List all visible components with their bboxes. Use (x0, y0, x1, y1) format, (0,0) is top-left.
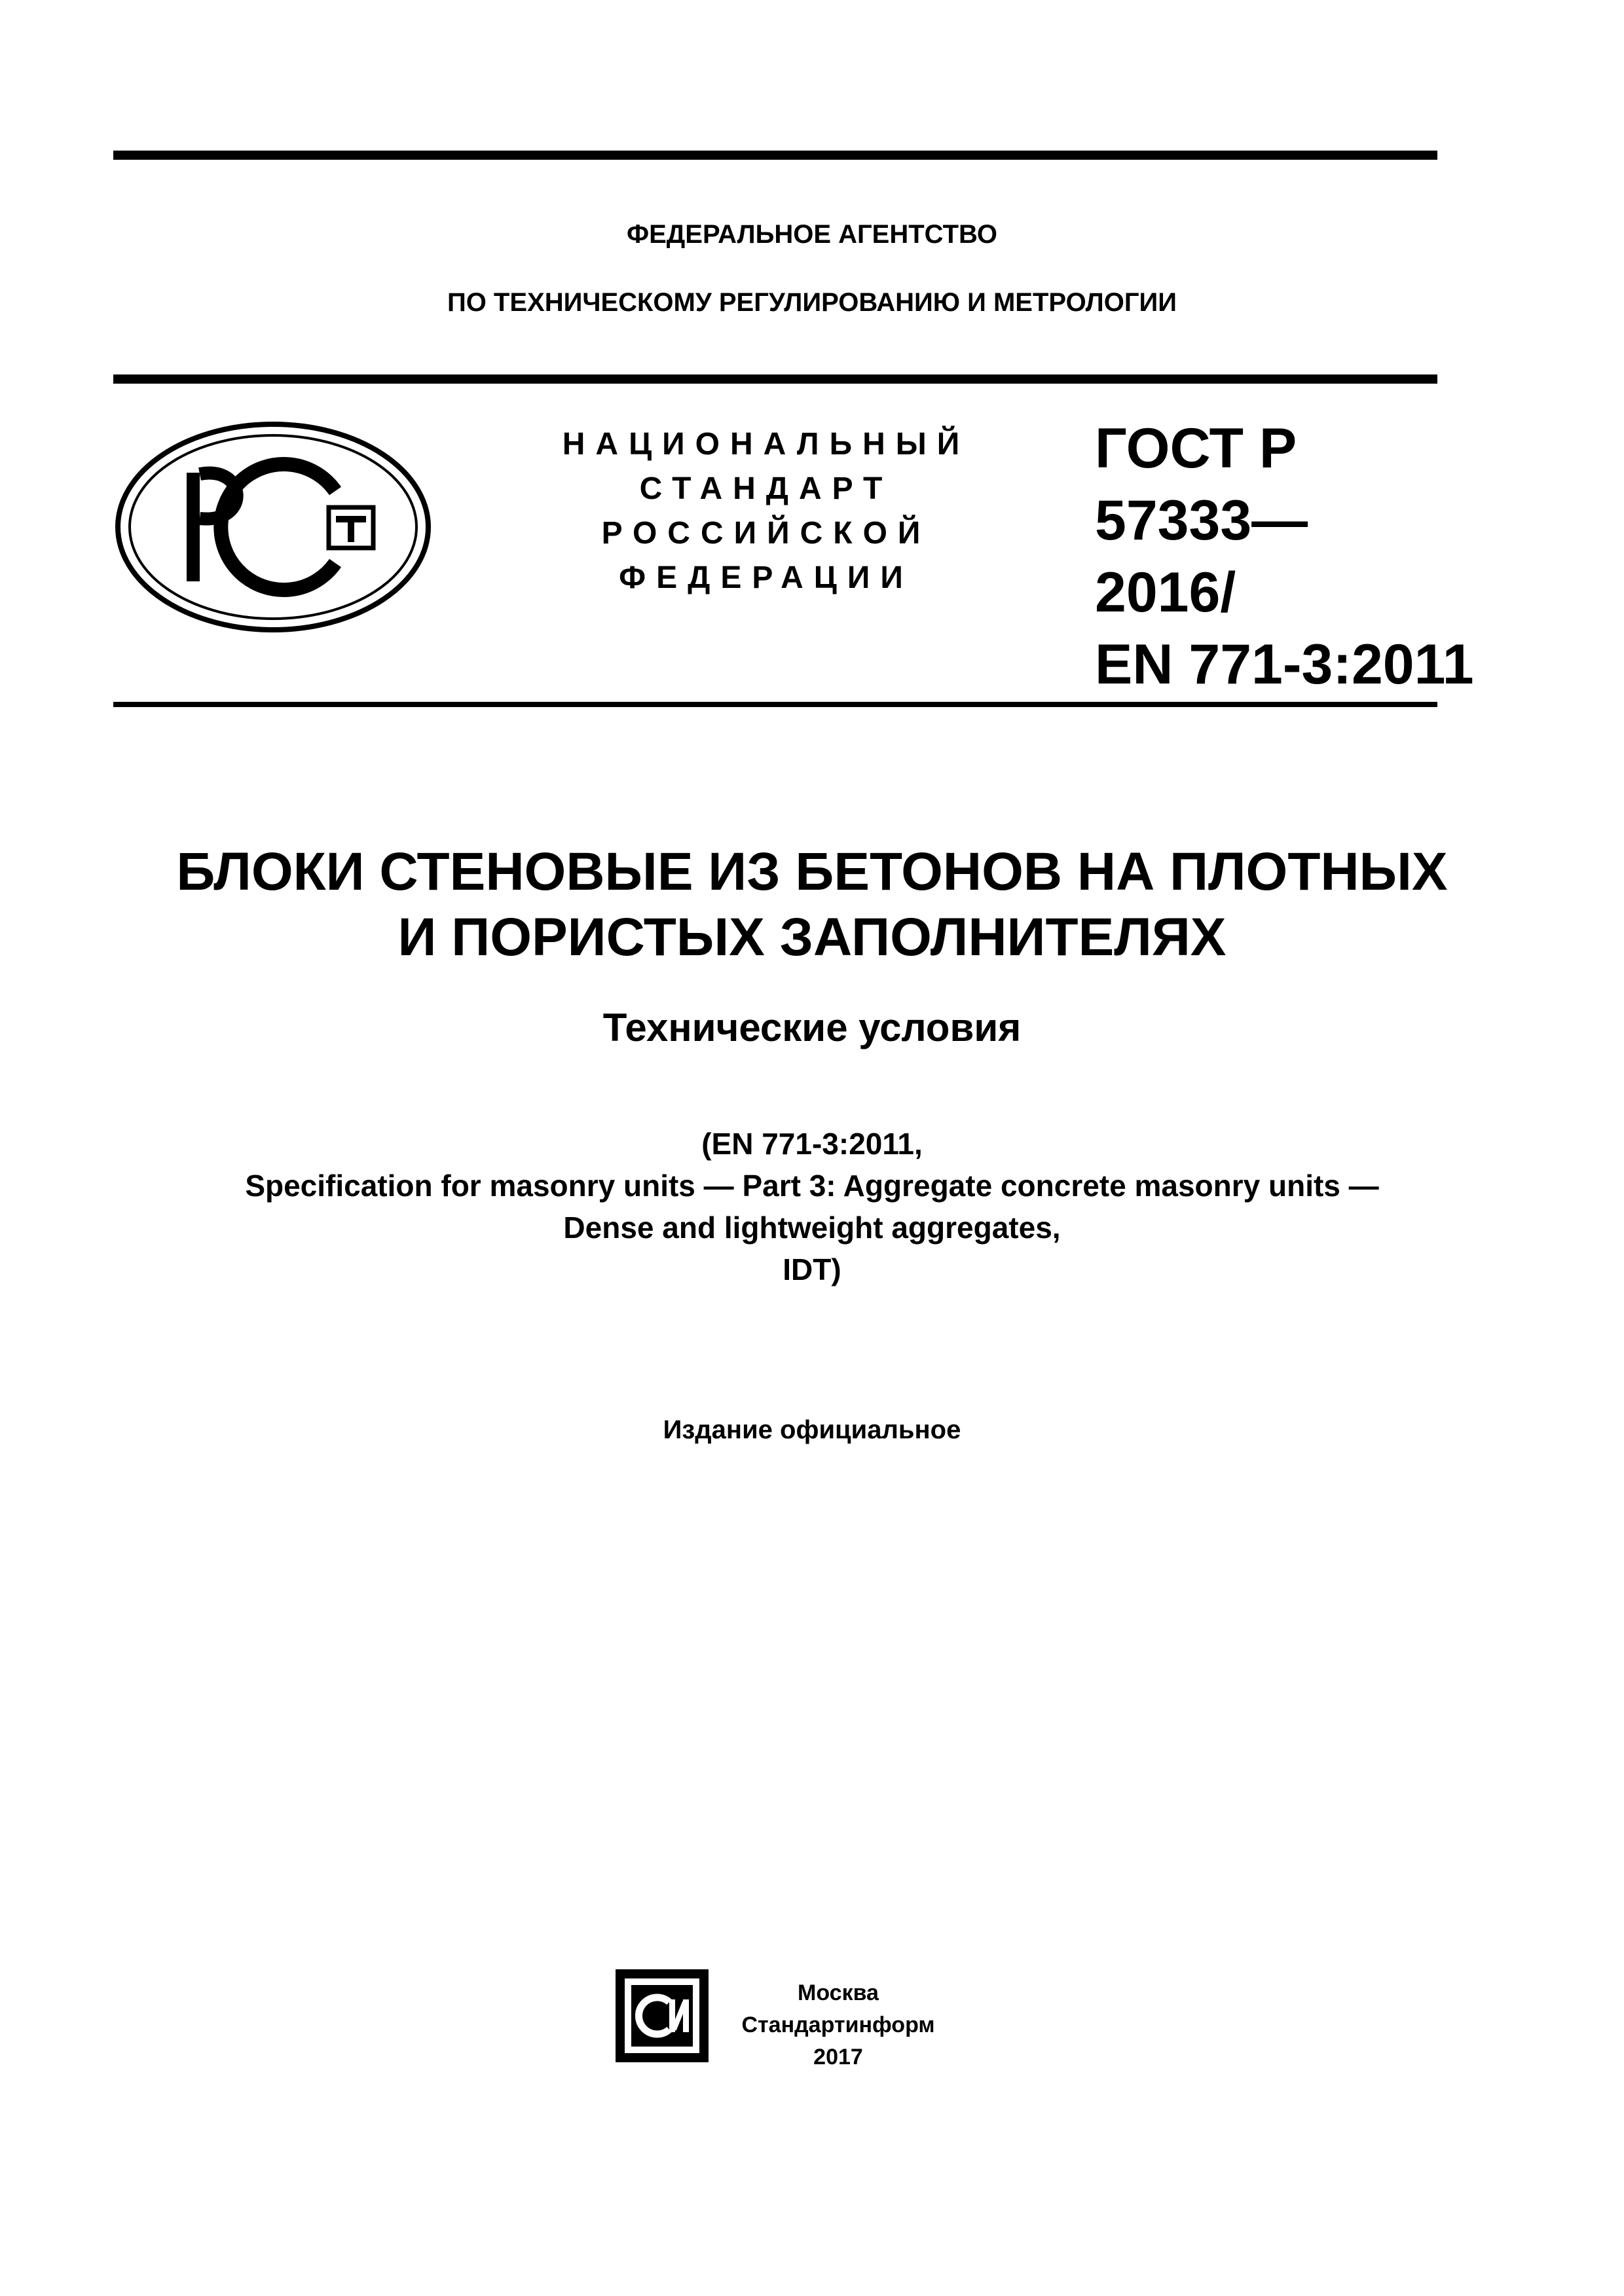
publisher-city: Москва (798, 1980, 879, 2005)
agency-name-line2: ПО ТЕХНИЧЕСКОМУ РЕГУЛИРОВАНИЮ И МЕТРОЛОГИИ (447, 288, 1177, 317)
national-standard-line1: НАЦИОНАЛЬНЫЙ (562, 427, 970, 462)
edition-label: Издание официальное (663, 1415, 961, 1444)
national-standard-heading (537, 422, 995, 600)
en-reference-line2: Specification for masonry units — Part 3: Aggregate concrete masonry units — (245, 1169, 1379, 1203)
top-rule (113, 151, 1437, 160)
document-title (0, 839, 1624, 970)
national-standard-line2: СТАНДАРТ (639, 471, 893, 506)
en-reference-line3: Dense and lightweight aggregates, (563, 1211, 1061, 1245)
standard-designation (1095, 412, 1474, 701)
agency-name-line1: ФЕДЕРАЛЬНОЕ АГЕНТСТВО (626, 220, 998, 249)
title-line1: БЛОКИ СТЕНОВЫЕ ИЗ БЕТОНОВ НА ПЛОТНЫХ (176, 842, 1448, 902)
en-reference-line4: IDT) (783, 1252, 841, 1286)
header-rule (113, 374, 1437, 384)
designation-line2: 57333— (1095, 489, 1308, 552)
national-standard-line4: ФЕДЕРАЦИИ (619, 560, 913, 595)
publisher-name: Стандартинформ (741, 2013, 935, 2037)
designation-line3: 2016/ (1095, 561, 1236, 624)
en-reference (0, 1123, 1624, 1290)
national-standard-line3: РОССИЙСКОЙ (601, 516, 931, 551)
designation-rule (113, 702, 1437, 707)
designation-line1: ГОСТ Р (1095, 417, 1297, 480)
publication-year: 2017 (813, 2045, 863, 2069)
document-subtitle: Технические условия (602, 1006, 1022, 1049)
standartinform-logo-icon (616, 1969, 709, 2062)
en-reference-line1: (EN 771-3:2011, (701, 1127, 923, 1161)
designation-line4: EN 771-3:2011 (1095, 633, 1474, 696)
rst-conformity-mark-icon (113, 419, 434, 635)
title-line2: И ПОРИСТЫХ ЗАПОЛНИТЕЛЯХ (397, 907, 1227, 967)
publisher-imprint (730, 1977, 946, 2073)
